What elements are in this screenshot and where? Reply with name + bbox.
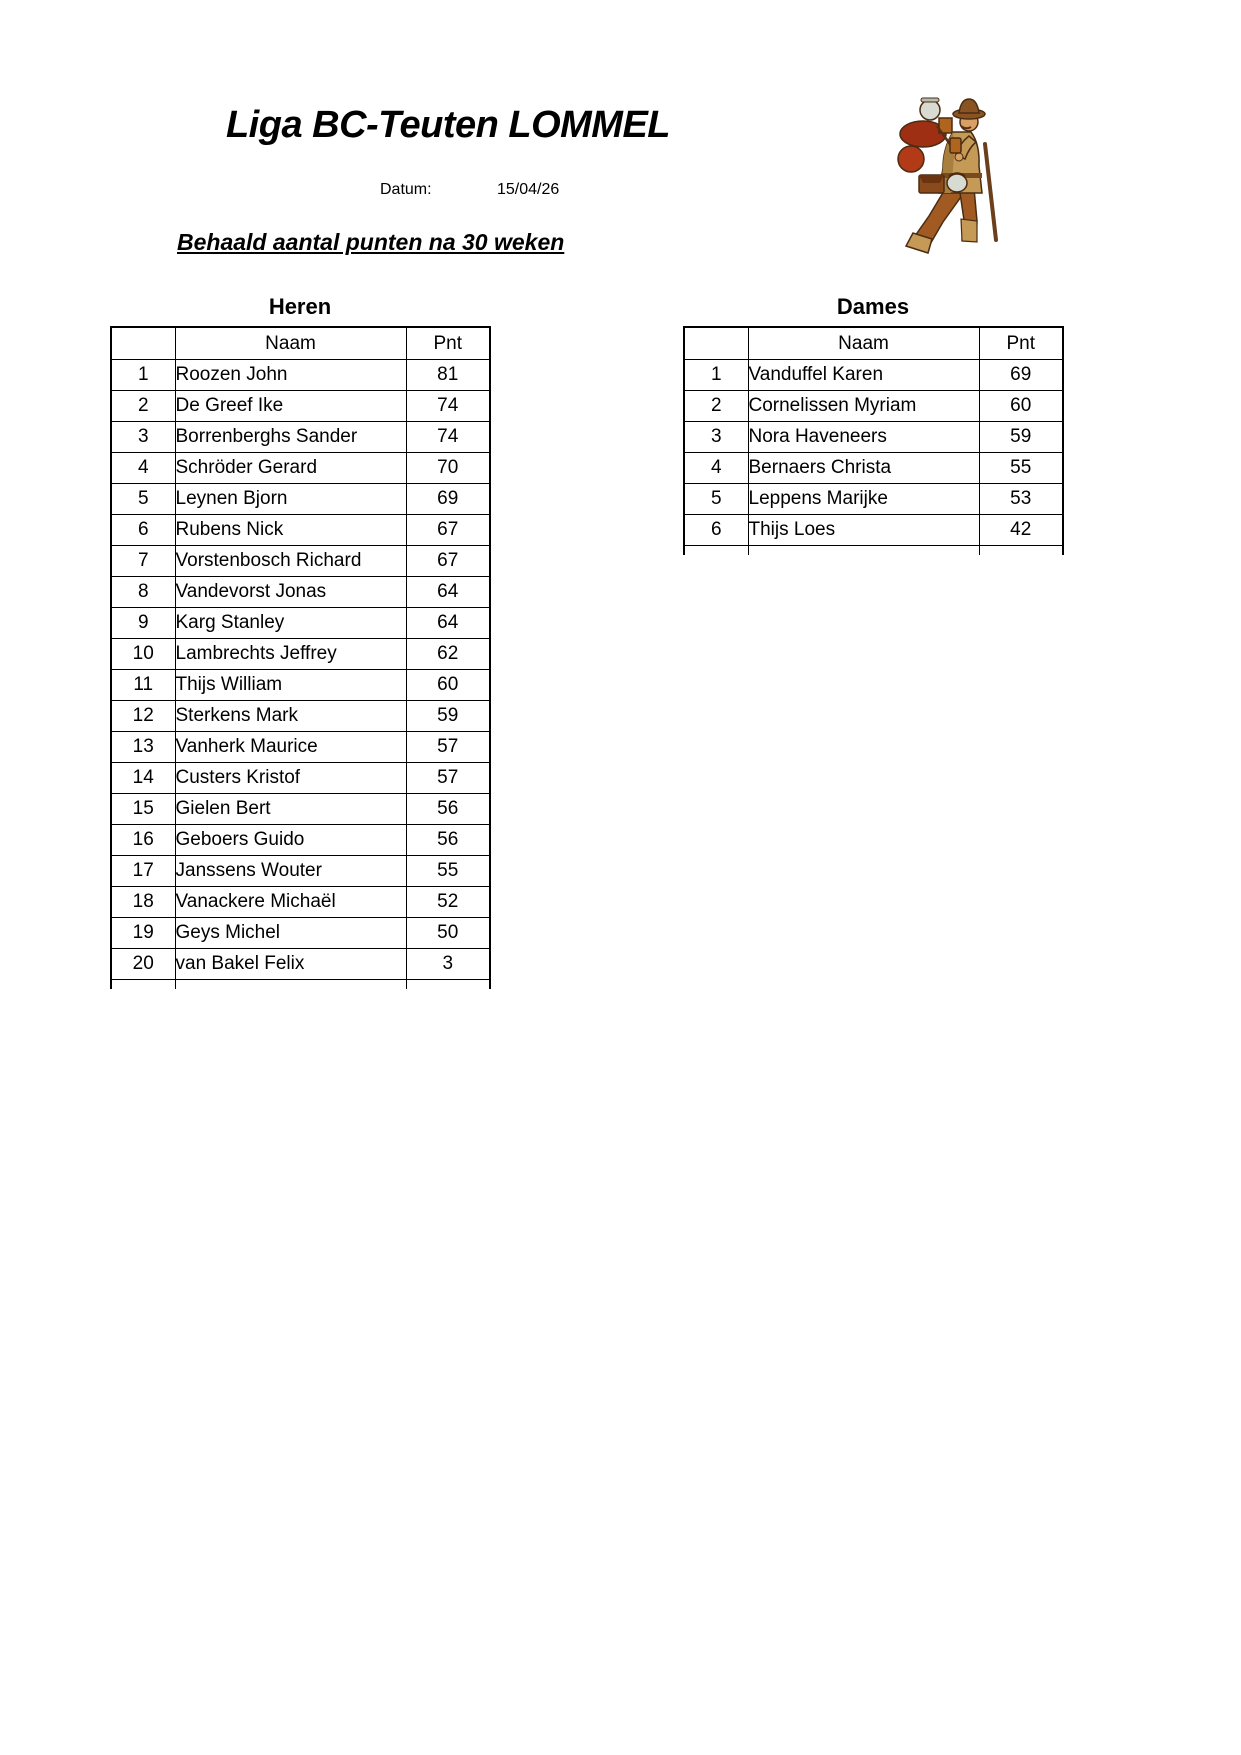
page-title: Liga BC-Teuten LOMMEL <box>225 104 671 146</box>
dames-name-header: Naam <box>748 327 979 360</box>
rank-cell: 18 <box>111 887 175 918</box>
points-cell: 69 <box>406 484 490 515</box>
rank-cell: 4 <box>111 453 175 484</box>
dames-table-title: Dames <box>836 294 910 319</box>
name-cell: Cornelissen Myriam <box>748 391 979 422</box>
name-cell: Janssens Wouter <box>175 856 406 887</box>
rank-cell: 6 <box>684 515 748 546</box>
dames-rank-header <box>684 327 748 360</box>
edge-cell <box>979 546 1063 556</box>
name-cell: Rubens Nick <box>175 515 406 546</box>
heren-table-row <box>111 763 490 794</box>
points-cell: 60 <box>979 391 1063 422</box>
heren-table-row <box>111 887 490 918</box>
name-cell: Thijs Loes <box>748 515 979 546</box>
name-cell: Borrenberghs Sander <box>175 422 406 453</box>
points-cell: 64 <box>406 608 490 639</box>
dames-table-row <box>684 391 1063 422</box>
heren-table-row <box>111 701 490 732</box>
date-label: Datum: <box>380 181 432 198</box>
heren-points-header: Pnt <box>406 327 490 360</box>
heren-table-row <box>111 484 490 515</box>
name-cell: Roozen John <box>175 360 406 391</box>
points-cell: 70 <box>406 453 490 484</box>
name-cell: Custers Kristof <box>175 763 406 794</box>
heren-table-bottom-edge <box>111 980 490 990</box>
edge-cell <box>406 980 490 990</box>
rank-cell: 5 <box>111 484 175 515</box>
rank-cell: 19 <box>111 918 175 949</box>
name-cell: Karg Stanley <box>175 608 406 639</box>
heren-table-row <box>111 391 490 422</box>
rank-cell: 8 <box>111 577 175 608</box>
rank-cell: 15 <box>111 794 175 825</box>
name-cell: Vanduffel Karen <box>748 360 979 391</box>
points-cell: 74 <box>406 422 490 453</box>
name-cell: Sterkens Mark <box>175 701 406 732</box>
points-cell: 42 <box>979 515 1063 546</box>
name-cell: Bernaers Christa <box>748 453 979 484</box>
dames-table <box>683 326 1064 555</box>
name-cell: Leppens Marijke <box>748 484 979 515</box>
points-cell: 53 <box>979 484 1063 515</box>
rank-cell: 6 <box>111 515 175 546</box>
heren-rank-header <box>111 327 175 360</box>
heren-table-row <box>111 670 490 701</box>
rank-cell: 3 <box>111 422 175 453</box>
rank-cell: 12 <box>111 701 175 732</box>
points-cell: 52 <box>406 887 490 918</box>
points-cell: 57 <box>406 732 490 763</box>
points-cell: 64 <box>406 577 490 608</box>
heren-table-row <box>111 422 490 453</box>
heren-table-row <box>111 639 490 670</box>
points-cell: 50 <box>406 918 490 949</box>
points-cell: 81 <box>406 360 490 391</box>
rank-cell: 13 <box>111 732 175 763</box>
dames-table-row <box>684 484 1063 515</box>
dames-points-header: Pnt <box>979 327 1063 360</box>
rank-cell: 3 <box>684 422 748 453</box>
heren-table-row <box>111 825 490 856</box>
name-cell: Nora Haveneers <box>748 422 979 453</box>
points-cell: 67 <box>406 546 490 577</box>
edge-cell <box>748 546 979 556</box>
rank-cell: 17 <box>111 856 175 887</box>
heren-table-row <box>111 856 490 887</box>
rank-cell: 14 <box>111 763 175 794</box>
rank-cell: 2 <box>684 391 748 422</box>
heren-header-row <box>111 327 490 360</box>
dames-table-row <box>684 422 1063 453</box>
name-cell: Schröder Gerard <box>175 453 406 484</box>
points-cell: 60 <box>406 670 490 701</box>
dames-table-row <box>684 360 1063 391</box>
name-cell: De Greef Ike <box>175 391 406 422</box>
points-cell: 56 <box>406 794 490 825</box>
points-cell: 74 <box>406 391 490 422</box>
name-cell: Leynen Bjorn <box>175 484 406 515</box>
name-cell: van Bakel Felix <box>175 949 406 980</box>
heren-table <box>110 326 491 989</box>
heren-table-row <box>111 453 490 484</box>
points-cell: 62 <box>406 639 490 670</box>
heren-table-row <box>111 732 490 763</box>
name-cell: Vandevorst Jonas <box>175 577 406 608</box>
name-cell: Thijs William <box>175 670 406 701</box>
rank-cell: 11 <box>111 670 175 701</box>
rank-cell: 20 <box>111 949 175 980</box>
points-cell: 59 <box>979 422 1063 453</box>
heren-table-row <box>111 360 490 391</box>
edge-cell <box>175 980 406 990</box>
points-cell: 57 <box>406 763 490 794</box>
name-cell: Vanackere Michaël <box>175 887 406 918</box>
points-cell: 67 <box>406 515 490 546</box>
rank-cell: 9 <box>111 608 175 639</box>
dames-table-bottom-edge <box>684 546 1063 556</box>
rank-cell: 1 <box>684 360 748 391</box>
points-cell: 3 <box>406 949 490 980</box>
name-cell: Gielen Bert <box>175 794 406 825</box>
name-cell: Geys Michel <box>175 918 406 949</box>
name-cell: Lambrechts Jeffrey <box>175 639 406 670</box>
rank-cell: 1 <box>111 360 175 391</box>
rank-cell: 4 <box>684 453 748 484</box>
heren-table-row <box>111 577 490 608</box>
points-cell: 55 <box>979 453 1063 484</box>
heren-table-row <box>111 515 490 546</box>
rank-cell: 16 <box>111 825 175 856</box>
edge-cell <box>111 980 175 990</box>
dames-table-row <box>684 515 1063 546</box>
name-cell: Vanherk Maurice <box>175 732 406 763</box>
heren-table-row <box>111 794 490 825</box>
points-cell: 59 <box>406 701 490 732</box>
name-cell: Vorstenbosch Richard <box>175 546 406 577</box>
rank-cell: 10 <box>111 639 175 670</box>
rank-cell: 2 <box>111 391 175 422</box>
heren-table-title: Heren <box>268 294 332 319</box>
points-cell: 55 <box>406 856 490 887</box>
dames-header-row <box>684 327 1063 360</box>
heren-name-header: Naam <box>175 327 406 360</box>
teut-peddler-logo <box>876 88 1010 260</box>
dames-table-row <box>684 453 1063 484</box>
rank-cell: 7 <box>111 546 175 577</box>
heren-table-row <box>111 608 490 639</box>
name-cell: Geboers Guido <box>175 825 406 856</box>
subtitle: Behaald aantal punten na 30 weken <box>177 229 565 255</box>
rank-cell: 5 <box>684 484 748 515</box>
date-value: 15/04/26 <box>497 181 560 198</box>
edge-cell <box>684 546 748 556</box>
heren-table-row <box>111 918 490 949</box>
heren-table-row <box>111 546 490 577</box>
heren-table-row <box>111 949 490 980</box>
points-cell: 56 <box>406 825 490 856</box>
points-cell: 69 <box>979 360 1063 391</box>
